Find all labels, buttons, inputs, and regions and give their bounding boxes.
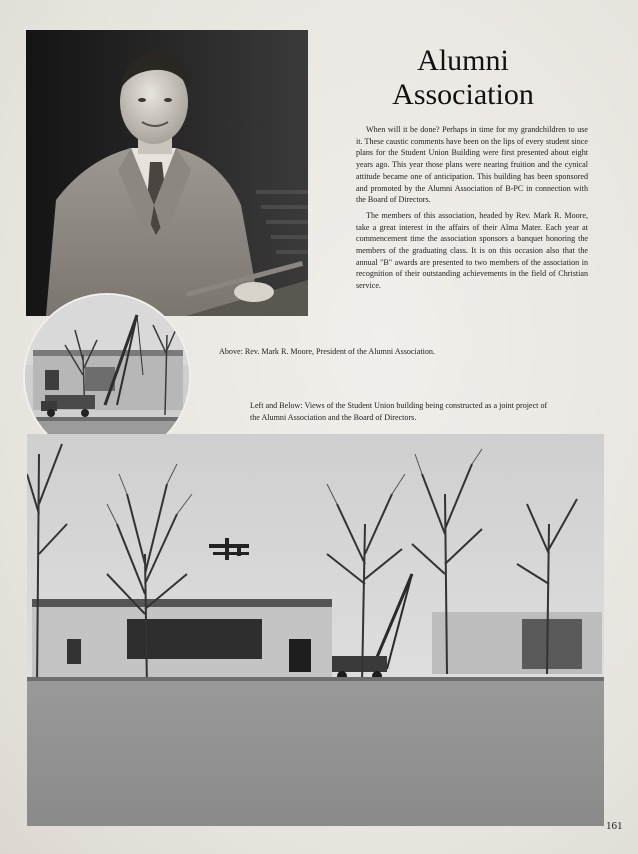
body-paragraph: When will it be done? Perhaps in time for my grandchildren to use it. These caustic comments have been on the lips of every student since plans for the Student Union Building were first presented about eight years ago. This year those plans were nearing fruition and the cynical attitude became one of anticipation. This building has been sponsored and promoted by the Alumni Association of B-PC in connection with the Board of Directors.	[356, 125, 588, 205]
construction-photo	[27, 434, 604, 826]
page-number: 161	[606, 820, 623, 832]
caption-left-below: Left and Below: Views of the Student Union building being constructed as a joint project of the Alumni Association and the Board of Directors.	[250, 401, 548, 422]
page-title	[352, 44, 574, 112]
title-line-1: Alumni	[417, 44, 509, 77]
article-body	[356, 124, 588, 296]
title-line-2: Association	[392, 78, 534, 111]
portrait-photo	[26, 30, 308, 316]
body-paragraph: The members of this association, headed by Rev. Mark R. Moore, take a great interest in the affairs of their Alma Mater. Each year at commencement time the association sponsors a banquet honoring the members of the graduating class. It is on this occasion also that the annual "B" awards are presented to two members of the association in recognition of their outstanding achievements in the field of Christian service.	[356, 210, 588, 291]
caption-above: Above: Rev. Mark R. Moore, President of the Alumni Association.	[219, 347, 435, 356]
